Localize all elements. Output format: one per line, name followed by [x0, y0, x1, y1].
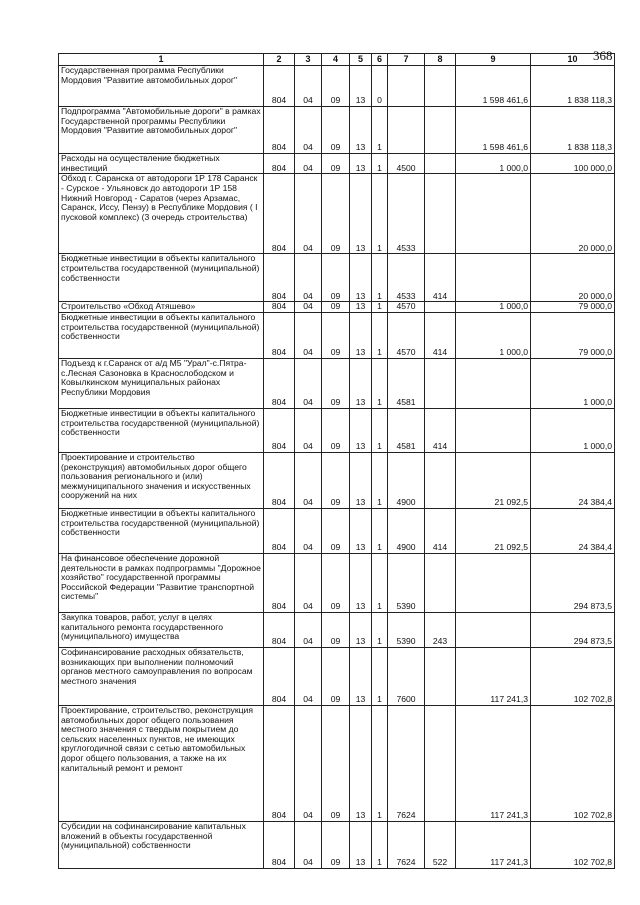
direction-code: 1	[372, 154, 388, 174]
row-name: Проектирование, строительство, реконструкция автомобильных дорог общего пользования местного значения с твердым покрытием до сельских населенных пунктов, не имеющих круглогодичной связи с сетью автомобильных дорог общего пользования, а также на их капитальный ремонт и ремонт	[59, 705, 264, 821]
target-code: 4500	[388, 154, 425, 174]
subprogram-code: 13	[350, 174, 372, 254]
target-code: 4581	[388, 358, 425, 408]
amount-year-2: 102 702,8	[531, 705, 615, 821]
section-code: 804	[264, 553, 295, 612]
amount-year-1: 21 092,5	[456, 452, 531, 508]
target-code: 5390	[388, 553, 425, 612]
subprogram-code: 13	[350, 302, 372, 313]
target-code	[388, 107, 425, 154]
amount-year-1: 1 598 461,6	[456, 107, 531, 154]
target-code: 5390	[388, 612, 425, 647]
amount-year-1	[456, 612, 531, 647]
section-code: 804	[264, 705, 295, 821]
program-code: 09	[322, 612, 350, 647]
table-row	[59, 821, 615, 868]
amount-year-2: 294 873,5	[531, 612, 615, 647]
expense-type-code	[425, 553, 456, 612]
direction-code: 1	[372, 705, 388, 821]
amount-year-1: 1 000,0	[456, 302, 531, 313]
target-code: 7600	[388, 647, 425, 705]
target-code: 4570	[388, 312, 425, 358]
subsection-code: 04	[295, 705, 322, 821]
expense-type-code: 414	[425, 408, 456, 452]
target-code: 4533	[388, 174, 425, 254]
amount-year-1: 117 241,3	[456, 705, 531, 821]
subprogram-code: 13	[350, 408, 372, 452]
program-code: 09	[322, 705, 350, 821]
program-code: 09	[322, 174, 350, 254]
program-code: 09	[322, 154, 350, 174]
header-row	[59, 54, 615, 66]
direction-code: 1	[372, 408, 388, 452]
direction-code: 1	[372, 302, 388, 313]
table-row	[59, 452, 615, 508]
program-code: 09	[322, 408, 350, 452]
amount-year-2: 1 000,0	[531, 408, 615, 452]
subprogram-code: 13	[350, 508, 372, 553]
subprogram-code: 13	[350, 107, 372, 154]
expense-type-code	[425, 107, 456, 154]
subsection-code: 04	[295, 174, 322, 254]
col-header: 9	[456, 54, 531, 66]
expense-type-code	[425, 154, 456, 174]
program-code: 09	[322, 508, 350, 553]
amount-year-1: 1 000,0	[456, 312, 531, 358]
subprogram-code: 13	[350, 254, 372, 302]
amount-year-1	[456, 174, 531, 254]
col-header: 7	[388, 54, 425, 66]
section-code: 804	[264, 174, 295, 254]
subsection-code: 04	[295, 358, 322, 408]
amount-year-1: 117 241,3	[456, 821, 531, 868]
subprogram-code: 13	[350, 66, 372, 107]
section-code: 804	[264, 358, 295, 408]
amount-year-2: 1 000,0	[531, 358, 615, 408]
table-row	[59, 705, 615, 821]
section-code: 804	[264, 254, 295, 302]
expense-type-code	[425, 705, 456, 821]
program-code: 09	[322, 254, 350, 302]
amount-year-2: 20 000,0	[531, 254, 615, 302]
subsection-code: 04	[295, 508, 322, 553]
row-name: Субсидии на софинансирование капитальных вложений в объекты государственной (муниципальной) собственности	[59, 821, 264, 868]
table-row	[59, 408, 615, 452]
row-name: Проектирование и строительство (реконструкция) автомобильных дорог общего пользования регионального и (или) межмуниципального значения и искусственных сооружений на них	[59, 452, 264, 508]
amount-year-1	[456, 254, 531, 302]
direction-code: 1	[372, 312, 388, 358]
budget-table	[58, 53, 615, 869]
target-code: 4900	[388, 508, 425, 553]
row-name: Строительство «Обход Атяшево»	[59, 302, 264, 313]
amount-year-1: 1 598 461,6	[456, 66, 531, 107]
expense-type-code	[425, 358, 456, 408]
amount-year-1	[456, 553, 531, 612]
section-code: 804	[264, 312, 295, 358]
amount-year-2: 1 838 118,3	[531, 66, 615, 107]
subsection-code: 04	[295, 452, 322, 508]
col-header: 4	[322, 54, 350, 66]
target-code	[388, 66, 425, 107]
row-name: Подъезд к г.Саранск от а/д М5 "Урал"-с.Пятра-с.Лесная Сазоновка в Краснослободском и Ковылкинском муниципальных районах Республики Мордовия	[59, 358, 264, 408]
amount-year-1: 21 092,5	[456, 508, 531, 553]
subsection-code: 04	[295, 612, 322, 647]
subprogram-code: 13	[350, 705, 372, 821]
col-header: 10	[531, 54, 615, 66]
amount-year-1	[456, 408, 531, 452]
target-code: 7624	[388, 821, 425, 868]
row-name: На финансовое обеспечение дорожной деятельности в рамках подпрограммы "Дорожное хозяйство" государственной программы Российской Федерации "Развитие транспортной системы"	[59, 553, 264, 612]
page-number: 368	[593, 48, 613, 63]
table-row	[59, 312, 615, 358]
table-row	[59, 553, 615, 612]
subprogram-code: 13	[350, 358, 372, 408]
program-code: 09	[322, 358, 350, 408]
section-code: 804	[264, 302, 295, 313]
direction-code: 1	[372, 358, 388, 408]
amount-year-2: 79 000,0	[531, 312, 615, 358]
target-code: 7624	[388, 705, 425, 821]
section-code: 804	[264, 107, 295, 154]
subprogram-code: 13	[350, 452, 372, 508]
table-row	[59, 302, 615, 313]
direction-code: 1	[372, 553, 388, 612]
program-code: 09	[322, 302, 350, 313]
direction-code: 1	[372, 254, 388, 302]
table-row	[59, 154, 615, 174]
expense-type-code: 414	[425, 508, 456, 553]
program-code: 09	[322, 107, 350, 154]
row-name: Бюджетные инвестиции в объекты капитального строительства государственной (муниципальной) собственности	[59, 254, 264, 302]
subprogram-code: 13	[350, 821, 372, 868]
subprogram-code: 13	[350, 312, 372, 358]
target-code: 4900	[388, 452, 425, 508]
expense-type-code	[425, 647, 456, 705]
amount-year-2: 24 384,4	[531, 508, 615, 553]
direction-code: 1	[372, 452, 388, 508]
col-header: 8	[425, 54, 456, 66]
expense-type-code	[425, 452, 456, 508]
subsection-code: 04	[295, 154, 322, 174]
col-header: 1	[59, 54, 264, 66]
row-name: Расходы на осуществление бюджетных инвестиций	[59, 154, 264, 174]
section-code: 804	[264, 647, 295, 705]
subprogram-code: 13	[350, 612, 372, 647]
direction-code: 1	[372, 612, 388, 647]
table-row	[59, 66, 615, 107]
table-row	[59, 647, 615, 705]
section-code: 804	[264, 408, 295, 452]
expense-type-code: 414	[425, 312, 456, 358]
amount-year-2: 79 000,0	[531, 302, 615, 313]
table-row	[59, 612, 615, 647]
program-code: 09	[322, 452, 350, 508]
subsection-code: 04	[295, 66, 322, 107]
col-header: 3	[295, 54, 322, 66]
expense-type-code	[425, 302, 456, 313]
row-name: Бюджетные инвестиции в объекты капитального строительства государственной (муниципальной) собственности	[59, 312, 264, 358]
section-code: 804	[264, 508, 295, 553]
subsection-code: 04	[295, 647, 322, 705]
row-name: Бюджетные инвестиции в объекты капитального строительства государственной (муниципальной) собственности	[59, 408, 264, 452]
col-header: 5	[350, 54, 372, 66]
direction-code: 0	[372, 66, 388, 107]
col-header: 6	[372, 54, 388, 66]
amount-year-2: 24 384,4	[531, 452, 615, 508]
target-code: 4533	[388, 254, 425, 302]
table-row	[59, 254, 615, 302]
row-name: Государственная программа Республики Мордовия "Развитие автомобильных дорог"	[59, 66, 264, 107]
expense-type-code	[425, 66, 456, 107]
subsection-code: 04	[295, 553, 322, 612]
direction-code: 1	[372, 174, 388, 254]
section-code: 804	[264, 66, 295, 107]
target-code: 4581	[388, 408, 425, 452]
row-name: Софинансирование расходных обязательств, возникающих при выполнении полномочий органов местного самоуправления по вопросам местного значения	[59, 647, 264, 705]
direction-code: 1	[372, 107, 388, 154]
subsection-code: 04	[295, 408, 322, 452]
subsection-code: 04	[295, 254, 322, 302]
program-code: 09	[322, 647, 350, 705]
amount-year-1: 1 000,0	[456, 154, 531, 174]
subsection-code: 04	[295, 302, 322, 313]
amount-year-2: 294 873,5	[531, 553, 615, 612]
program-code: 09	[322, 821, 350, 868]
section-code: 804	[264, 452, 295, 508]
table-row	[59, 174, 615, 254]
expense-type-code: 243	[425, 612, 456, 647]
table-row	[59, 358, 615, 408]
row-name: Подпрограмма "Автомобильные дороги" в рамках Государственной программы Республики Мордовия "Развитие автомобильных дорог"	[59, 107, 264, 154]
amount-year-2: 1 838 118,3	[531, 107, 615, 154]
row-name: Обход г. Саранска от автодороги 1Р 178 Саранск - Сурское - Ульяновск до автодороги 1Р 158 Нижний Новгород - Саратов (через Арзамас, Саранск, Иссу, Пензу) в Республике Мордовия ( I пусковой комплекс) (3 очередь строительства)	[59, 174, 264, 254]
amount-year-1	[456, 358, 531, 408]
col-header: 2	[264, 54, 295, 66]
row-name: Бюджетные инвестиции в объекты капитального строительства государственной (муниципальной) собственности	[59, 508, 264, 553]
subsection-code: 04	[295, 312, 322, 358]
subsection-code: 04	[295, 107, 322, 154]
table-row	[59, 508, 615, 553]
amount-year-2: 20 000,0	[531, 174, 615, 254]
expense-type-code: 414	[425, 254, 456, 302]
direction-code: 1	[372, 508, 388, 553]
program-code: 09	[322, 553, 350, 612]
direction-code: 1	[372, 821, 388, 868]
expense-type-code: 522	[425, 821, 456, 868]
section-code: 804	[264, 612, 295, 647]
subprogram-code: 13	[350, 647, 372, 705]
program-code: 09	[322, 66, 350, 107]
row-name: Закупка товаров, работ, услуг в целях капитального ремонта государственного (муниципального) имущества	[59, 612, 264, 647]
subprogram-code: 13	[350, 553, 372, 612]
subsection-code: 04	[295, 821, 322, 868]
section-code: 804	[264, 154, 295, 174]
amount-year-2: 102 702,8	[531, 647, 615, 705]
target-code: 4570	[388, 302, 425, 313]
program-code: 09	[322, 312, 350, 358]
amount-year-1: 117 241,3	[456, 647, 531, 705]
section-code: 804	[264, 821, 295, 868]
amount-year-2: 102 702,8	[531, 821, 615, 868]
expense-type-code	[425, 174, 456, 254]
subprogram-code: 13	[350, 154, 372, 174]
table-row	[59, 107, 615, 154]
direction-code: 1	[372, 647, 388, 705]
amount-year-2: 100 000,0	[531, 154, 615, 174]
